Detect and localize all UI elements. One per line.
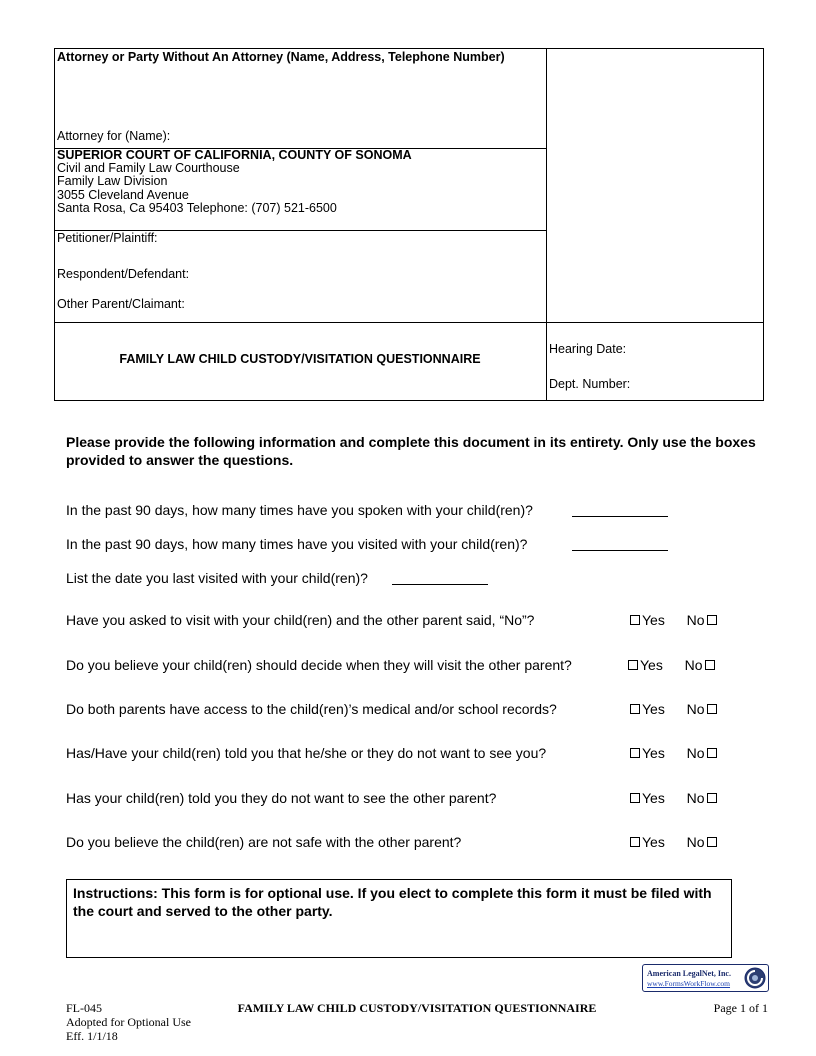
yes-label: Yes xyxy=(642,612,665,628)
yes-checkbox[interactable] xyxy=(630,837,640,847)
caption-divider-vertical xyxy=(546,48,547,401)
no-checkbox[interactable] xyxy=(707,837,717,847)
court-line-4: Santa Rosa, Ca 95403 Telephone: (707) 521-6500 xyxy=(57,201,337,215)
no-checkbox[interactable] xyxy=(707,704,717,714)
yes-checkbox[interactable] xyxy=(630,793,640,803)
petitioner-label: Petitioner/Plaintiff: xyxy=(57,231,158,245)
attorney-for-label: Attorney for (Name): xyxy=(57,129,171,143)
yes-checkbox[interactable] xyxy=(630,704,640,714)
question-spoken-text: In the past 90 days, how many times have you spoken with your child(ren)? xyxy=(66,502,533,518)
yes-label: Yes xyxy=(642,745,665,761)
answer-spoken-blank[interactable] xyxy=(572,504,668,517)
no-checkbox[interactable] xyxy=(705,660,715,670)
yn-answer xyxy=(626,657,717,673)
other-parent-label: Other Parent/Claimant: xyxy=(57,297,185,311)
question-last-visit xyxy=(66,570,368,586)
question-last-visit-text: List the date you last visited with your child(ren)? xyxy=(66,570,368,586)
no-label: No xyxy=(686,790,705,806)
yes-label: Yes xyxy=(642,834,665,850)
yn-question: Have you asked to visit with your child(ren) and the other parent said, “No”? xyxy=(66,612,535,628)
caption-divider-title xyxy=(54,322,764,323)
yn-question: Do you believe the child(ren) are not safe with the other parent? xyxy=(66,834,462,850)
court-line-3: 3055 Cleveland Avenue xyxy=(57,188,189,202)
logo-website-link[interactable]: www.FormsWorkFlow.com xyxy=(647,979,731,988)
dept-number-label: Dept. Number: xyxy=(549,377,631,391)
footer-title: FAMILY LAW CHILD CUSTODY/VISITATION QUESTIONNAIRE xyxy=(237,1001,597,1015)
respondent-label: Respondent/Defendant: xyxy=(57,267,190,281)
yn-answer xyxy=(628,834,719,850)
no-checkbox[interactable] xyxy=(707,615,717,625)
attorney-label: Attorney or Party Without An Attorney (Name, Address, Telephone Number) xyxy=(57,50,505,64)
no-label: No xyxy=(686,612,705,628)
yes-checkbox[interactable] xyxy=(628,660,638,670)
no-checkbox[interactable] xyxy=(707,793,717,803)
answer-visited-blank[interactable] xyxy=(572,538,668,551)
yn-answer xyxy=(628,745,719,761)
footer-form-number: FL-045 xyxy=(66,1001,102,1015)
yn-answer xyxy=(628,701,719,717)
yes-checkbox[interactable] xyxy=(630,615,640,625)
form-title: FAMILY LAW CHILD CUSTODY/VISITATION QUESTIONNAIRE xyxy=(119,352,481,366)
court-line-2: Family Law Division xyxy=(57,174,168,188)
question-visited-text: In the past 90 days, how many times have you visited with your child(ren)? xyxy=(66,536,528,552)
yn-question: Do both parents have access to the child(ren)’s medical and/or school records? xyxy=(66,701,557,717)
caption-box xyxy=(54,48,764,401)
no-label: No xyxy=(686,745,705,761)
yes-label: Yes xyxy=(642,701,665,717)
yes-checkbox[interactable] xyxy=(630,748,640,758)
question-spoken xyxy=(66,502,533,518)
footer-effective: Eff. 1/1/18 xyxy=(66,1029,118,1043)
yn-question: Has your child(ren) told you they do not want to see the other parent? xyxy=(66,790,497,806)
court-line-1: Civil and Family Law Courthouse xyxy=(57,161,240,175)
footer-page-number: Page 1 of 1 xyxy=(713,1001,768,1015)
logo-company-text: American LegalNet, Inc. xyxy=(647,969,731,978)
intro-text: Please provide the following information and complete this document in its entirety. Only use the boxes provided to answer the questions. xyxy=(66,434,756,468)
no-checkbox[interactable] xyxy=(707,748,717,758)
court-name: SUPERIOR COURT OF CALIFORNIA, COUNTY OF SONOMA xyxy=(57,148,412,162)
yn-answer xyxy=(628,612,719,628)
yes-label: Yes xyxy=(642,790,665,806)
hearing-date-label: Hearing Date: xyxy=(549,342,627,356)
yn-question: Has/Have your child(ren) told you that he/she or they do not want to see you? xyxy=(66,745,547,761)
answer-last-visit-blank[interactable] xyxy=(392,572,488,585)
no-label: No xyxy=(684,657,703,673)
question-visited xyxy=(66,536,527,552)
instructions-text: Instructions: This form is for optional use. If you elect to complete this form it must be filed with the court and served to the other party. xyxy=(73,885,712,919)
footer-adopted: Adopted for Optional Use xyxy=(66,1015,191,1029)
american-legalnet-logo xyxy=(642,964,769,992)
logo-globe-icon xyxy=(744,967,766,989)
yn-question: Do you believe your child(ren) should decide when they will visit the other parent? xyxy=(66,657,572,673)
yn-answer xyxy=(628,790,719,806)
yes-label: Yes xyxy=(640,657,663,673)
no-label: No xyxy=(686,701,705,717)
no-label: No xyxy=(686,834,705,850)
